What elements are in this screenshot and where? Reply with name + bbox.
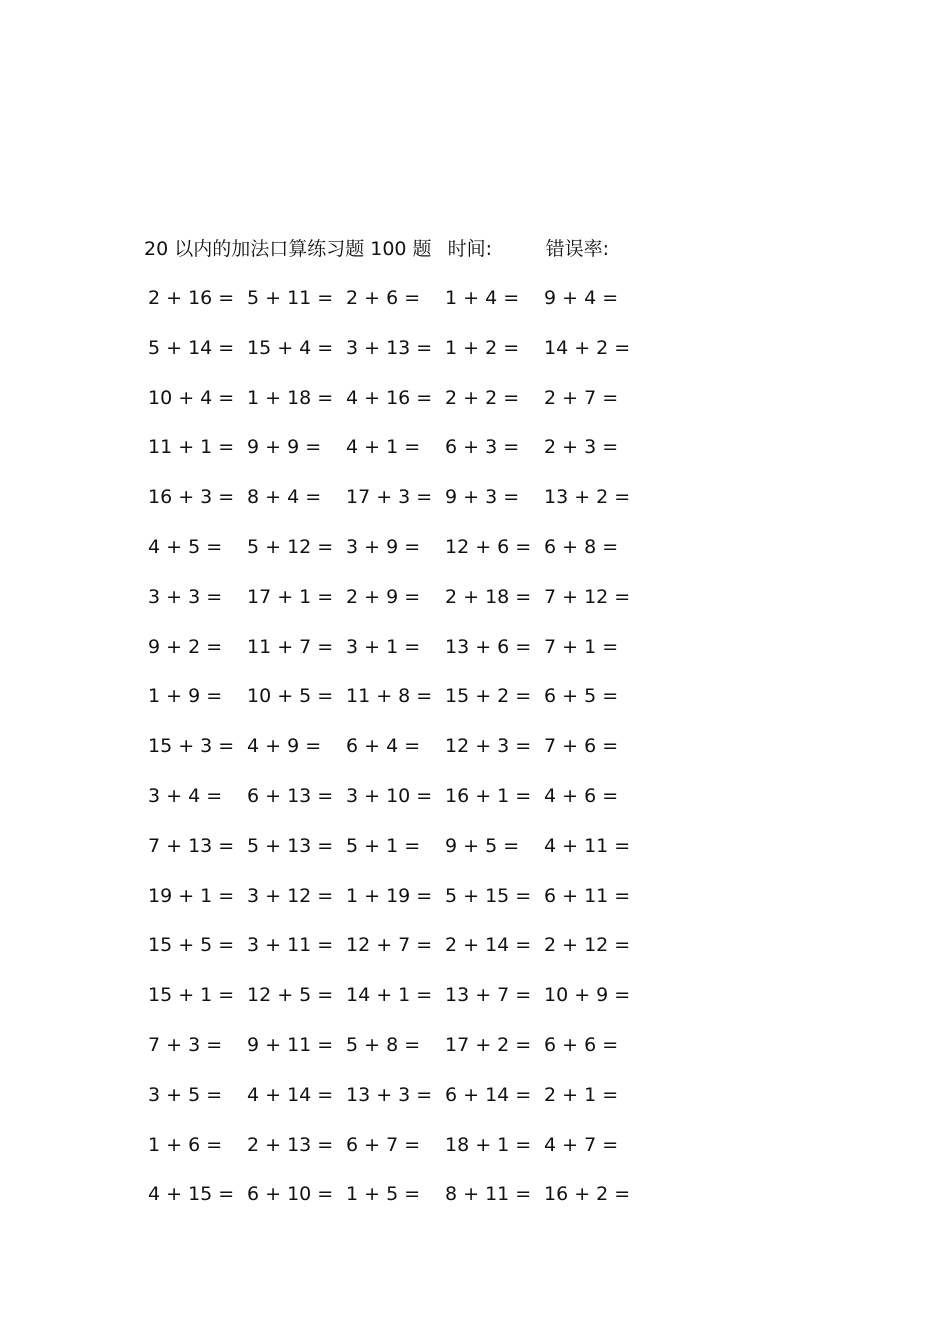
problem-item: 6 + 13 =: [247, 784, 334, 807]
problem-row: [148, 733, 648, 783]
problem-item: 4 + 14 =: [247, 1083, 334, 1106]
problem-item: 2 + 3 =: [544, 436, 619, 459]
problem-item: 1 + 19 =: [346, 884, 433, 907]
problem-row: [148, 1181, 648, 1231]
problem-row: [148, 484, 648, 534]
problem-item: 12 + 5 =: [247, 984, 334, 1007]
problem-row: [148, 534, 648, 584]
problem-item: 4 + 6 =: [544, 784, 619, 807]
problem-item: 15 + 4 =: [247, 336, 334, 359]
problem-item: 9 + 5 =: [445, 834, 520, 857]
problem-item: 18 + 1 =: [445, 1133, 532, 1156]
problem-item: 4 + 9 =: [247, 735, 322, 758]
problem-item: 16 + 1 =: [445, 784, 532, 807]
problem-item: 1 + 4 =: [445, 287, 520, 309]
problem-row: [148, 1132, 648, 1182]
problem-item: 4 + 7 =: [544, 1133, 619, 1156]
problem-item: 17 + 2 =: [445, 1033, 532, 1056]
problem-item: 3 + 1 =: [346, 635, 421, 658]
problem-item: 6 + 10 =: [247, 1183, 334, 1206]
problem-item: 15 + 1 =: [148, 984, 235, 1007]
problem-item: 5 + 11 =: [247, 287, 334, 309]
problem-item: 4 + 15 =: [148, 1183, 235, 1206]
problem-item: 1 + 5 =: [346, 1183, 421, 1206]
problem-item: 11 + 7 =: [247, 635, 334, 658]
problem-item: 15 + 2 =: [445, 685, 532, 708]
problem-item: 2 + 6 =: [346, 287, 421, 309]
problem-item: 9 + 9 =: [247, 436, 322, 459]
problem-item: 6 + 5 =: [544, 685, 619, 708]
problem-item: 12 + 7 =: [346, 934, 433, 957]
problem-item: 2 + 9 =: [346, 585, 421, 608]
problem-item: 2 + 18 =: [445, 585, 532, 608]
problem-item: 5 + 15 =: [445, 884, 532, 907]
problem-item: 13 + 7 =: [445, 984, 532, 1007]
problem-item: 17 + 1 =: [247, 585, 334, 608]
problem-item: 4 + 11 =: [544, 834, 631, 857]
problem-item: 3 + 11 =: [247, 934, 334, 957]
problem-item: 5 + 13 =: [247, 834, 334, 857]
problem-row: [148, 932, 648, 982]
problem-item: 17 + 3 =: [346, 486, 433, 509]
problem-item: 6 + 4 =: [346, 735, 421, 758]
problem-item: 13 + 6 =: [445, 635, 532, 658]
problem-item: 8 + 4 =: [247, 486, 322, 509]
worksheet-header: [144, 236, 609, 262]
problem-item: 5 + 1 =: [346, 834, 421, 857]
problem-item: 16 + 2 =: [544, 1183, 631, 1206]
problem-item: 2 + 2 =: [445, 386, 520, 409]
problem-item: 3 + 3 =: [148, 585, 223, 608]
problem-item: 9 + 4 =: [544, 287, 619, 309]
problem-item: 7 + 6 =: [544, 735, 619, 758]
problem-item: 10 + 9 =: [544, 984, 631, 1007]
problem-item: 12 + 6 =: [445, 535, 532, 558]
problem-item: 11 + 8 =: [346, 685, 433, 708]
problem-item: 3 + 12 =: [247, 884, 334, 907]
problem-row: [148, 634, 648, 684]
problem-item: 7 + 13 =: [148, 834, 235, 857]
problem-item: 11 + 1 =: [148, 436, 235, 459]
problem-item: 2 + 14 =: [445, 934, 532, 957]
problem-item: 9 + 2 =: [148, 635, 223, 658]
problem-item: 15 + 5 =: [148, 934, 235, 957]
problem-item: 7 + 3 =: [148, 1033, 223, 1056]
problem-row: [148, 385, 648, 435]
problem-item: 1 + 9 =: [148, 685, 223, 708]
problem-row: [148, 683, 648, 733]
problem-item: 2 + 7 =: [544, 386, 619, 409]
problem-item: 15 + 3 =: [148, 735, 235, 758]
problem-item: 2 + 12 =: [544, 934, 631, 957]
problem-item: 3 + 9 =: [346, 535, 421, 558]
problem-item: 6 + 8 =: [544, 535, 619, 558]
problem-item: 3 + 5 =: [148, 1083, 223, 1106]
problem-row: [148, 783, 648, 833]
problem-item: 2 + 1 =: [544, 1083, 619, 1106]
problem-item: 14 + 2 =: [544, 336, 631, 359]
problem-item: 13 + 3 =: [346, 1083, 433, 1106]
problem-row: [148, 584, 648, 634]
problem-item: 7 + 1 =: [544, 635, 619, 658]
problem-row: [148, 335, 648, 385]
problem-item: 16 + 3 =: [148, 486, 235, 509]
problem-item: 4 + 5 =: [148, 535, 223, 558]
worksheet-title: 20 以内的加法口算练习题 100 题: [144, 238, 432, 260]
problem-item: 12 + 3 =: [445, 735, 532, 758]
problem-item: 3 + 13 =: [346, 336, 433, 359]
problem-item: 13 + 2 =: [544, 486, 631, 509]
problem-item: 10 + 5 =: [247, 685, 334, 708]
time-label: 时间:: [447, 238, 493, 260]
problem-item: 5 + 14 =: [148, 336, 235, 359]
problem-item: 19 + 1 =: [148, 884, 235, 907]
problem-row: [148, 982, 648, 1032]
problem-item: 2 + 13 =: [247, 1133, 334, 1156]
problem-item: 6 + 6 =: [544, 1033, 619, 1056]
problem-item: 7 + 12 =: [544, 585, 631, 608]
problem-item: 1 + 18 =: [247, 386, 334, 409]
problem-item: 4 + 1 =: [346, 436, 421, 459]
problem-item: 6 + 3 =: [445, 436, 520, 459]
problem-item: 9 + 11 =: [247, 1033, 334, 1056]
problem-item: 3 + 4 =: [148, 784, 223, 807]
problem-item: 6 + 7 =: [346, 1133, 421, 1156]
problem-item: 9 + 3 =: [445, 486, 520, 509]
problem-row: [148, 833, 648, 883]
problem-item: 4 + 16 =: [346, 386, 433, 409]
problem-row: [148, 883, 648, 933]
problem-item: 6 + 14 =: [445, 1083, 532, 1106]
problem-item: 6 + 11 =: [544, 884, 631, 907]
problem-row: [148, 1082, 648, 1132]
problem-row: [148, 434, 648, 484]
problem-item: 14 + 1 =: [346, 984, 433, 1007]
error-rate-label: 错误率:: [545, 238, 610, 260]
problem-item: 5 + 8 =: [346, 1033, 421, 1056]
problem-row: [148, 285, 648, 335]
problem-item: 1 + 2 =: [445, 336, 520, 359]
problem-row: [148, 1032, 648, 1082]
problem-item: 5 + 12 =: [247, 535, 334, 558]
problem-item: 8 + 11 =: [445, 1183, 532, 1206]
problem-item: 2 + 16 =: [148, 287, 235, 309]
problem-item: 10 + 4 =: [148, 386, 235, 409]
problem-grid: [148, 285, 648, 1231]
problem-item: 1 + 6 =: [148, 1133, 223, 1156]
problem-item: 3 + 10 =: [346, 784, 433, 807]
